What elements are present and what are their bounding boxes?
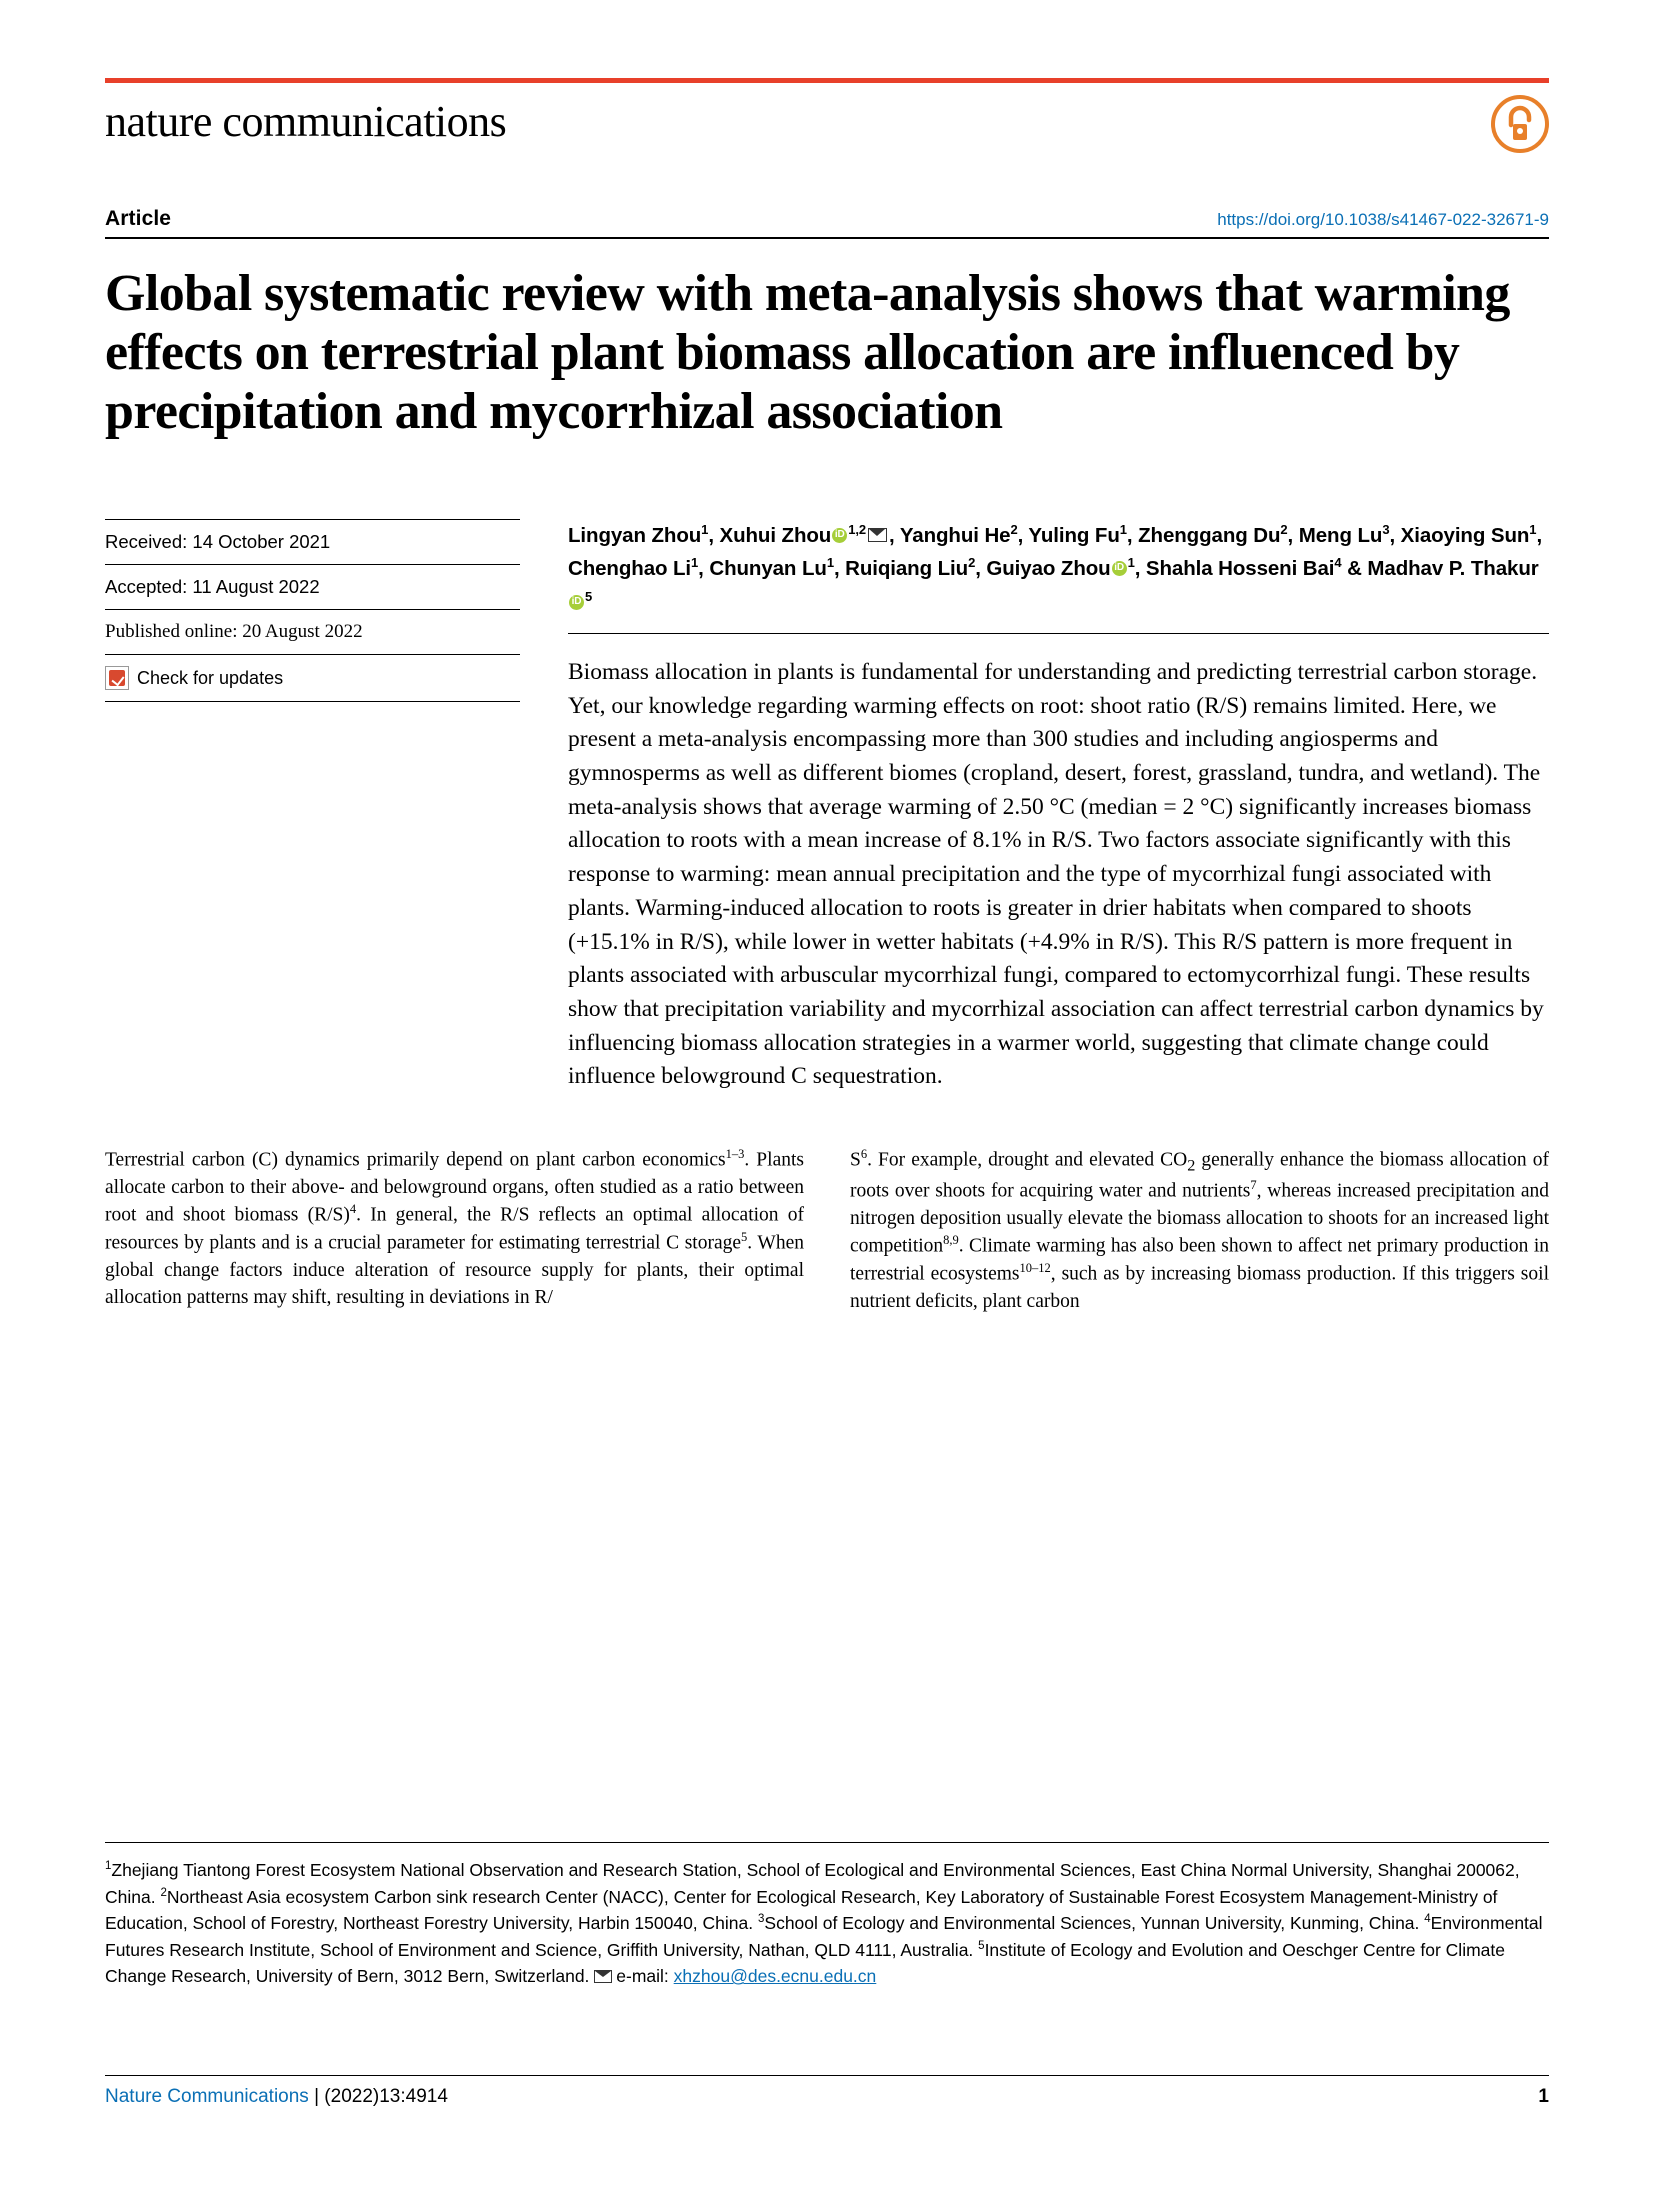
footer-citation: | (2022)13:4914 — [314, 2086, 448, 2107]
article-header — [105, 207, 1549, 239]
author-list: Lingyan Zhou$^1$, Xuhui Zhou iD $^{1,2}$ , Yanghui He$^2$, Yuling Fu$^1$, Zhenggang Du$^2$, Meng Lu$^3$, Xiaoying Sun$^1$, Chenghao Li$^1$, Chunyan Lu$^1$, Ruiqiang Liu$^2$, Guiyao Zhou iD $^1$, Shahla Hosseni Bai$^4$ & Madhav P. ThakuriD$^5$ — [568, 519, 1549, 634]
page-footer — [105, 2075, 1549, 2108]
journal-title: nature communications — [105, 97, 507, 146]
footer-divider — [105, 2075, 1549, 2076]
meta-authors-row — [105, 519, 1549, 1094]
page-title: Global systematic review with meta-analysis shows that warming effects on terrestrial plant biomass allocation are influenced by precipitation and mycorrhizal association — [105, 265, 1510, 440]
published-date: Published online: 20 August 2022 — [105, 610, 520, 655]
footer-journal-name[interactable]: Nature Communications — [105, 2086, 309, 2107]
article-type-label: Article — [105, 207, 172, 230]
affiliations-text: $^1$Zhejiang Tiantong Forest Ecosystem National Observation and Research Station, School of Ecological and Environmental Sciences, East China Normal University, Shanghai 200062, China. $^2$Northeast Asia ecosystem Carbon sink research Center (NACC), Center for Ecological Research, Key Laboratory of Sustainable Forest Ecosystem Management-Ministry of Education, School of Forestry, Northeast Forestry University, Harbin 150040, China. $^3$School of Ecology and Environmental Sciences, Yunnan University, Kunming, China. $^4$Environmental Futures Research Institute, School of Environment and Science, Griffith University, Nathan, QLD 4111, Australia. $^5$Institute of Ecology and Evolution and Oeschger Centre for Climate Change Research, University of Bern, 3012 Bern, Switzerland. e-mail: xhzhou@des.ecnu.edu.cn — [105, 1860, 1543, 1987]
doi-link[interactable]: https://doi.org/10.1038/s41467-022-32671-9 — [1217, 210, 1549, 229]
accepted-date: Accepted: 11 August 2022 — [105, 565, 520, 610]
masthead — [105, 99, 1549, 153]
body-columns — [105, 1146, 1549, 1315]
check-for-updates[interactable] — [105, 655, 520, 702]
affiliations-section — [105, 1842, 1549, 1990]
orcid-icon[interactable] — [832, 528, 847, 543]
email-icon[interactable] — [868, 528, 887, 542]
abstract-text: Biomass allocation in plants is fundamental for understanding and predicting terrestrial carbon storage. Yet, our knowledge regarding warming effects on root: shoot ratio (R/S) remains limited. Here, we present a meta-analysis encompassing more than 300 studies and including angiosperms and gymnosperms as well as different biomes (cropland, desert, forest, grassland, tundra, and wetland). The meta-analysis shows that average warming of 2.50 °C (median = 2 °C) significantly increases biomass allocation to roots with a mean increase of 8.1% in R/S. Two factors associate significantly with this response to warming: mean annual precipitation and the type of mycorrhizal fungi associated with plants. Warming-induced allocation to roots is greater in drier habitats when compared to shoots (+15.1% in R/S), while lower in wetter habitats (+4.9% in R/S). This R/S pattern is more frequent in plants associated with arbuscular mycorrhizal fungi, compared to ectomycorrhizal fungi. These results show that precipitation variability and mycorrhizal association can affect terrestrial carbon dynamics by influencing biomass allocation strategies in a warmer world, suggesting that climate change could influence belowground C sequestration. — [568, 658, 1544, 1090]
page-number: 1 — [1538, 2086, 1549, 2107]
orcid-icon[interactable] — [569, 595, 584, 610]
email-icon — [594, 1970, 612, 1983]
publication-dates — [105, 519, 560, 702]
open-access-icon — [1491, 95, 1549, 153]
check-for-updates-label: Check for updates — [137, 667, 284, 688]
affiliations-divider — [105, 1842, 1549, 1843]
corresponding-email-link[interactable]: xhzhou@des.ecnu.edu.cn — [673, 1966, 877, 1987]
body-column-right: $S^6$. For example, drought and elevated $CO_2$ generally enhance the biomass allocation of roots over shoots for acquiring water and nutrients$^7$, whereas increased precipitation and nitrogen deposition usually elevate the biomass allocation to shoots for an increased light competition$^{8,9}$. Climate warming has also been shown to affect net primary production in terrestrial ecosystems$^{10-12}$, such as by increasing biomass production. If this triggers soil nutrient deficits, plant carbon — [850, 1147, 1549, 1313]
authors-abstract — [560, 519, 1549, 1094]
received-date: Received: 14 October 2021 — [105, 519, 520, 565]
body-column-left: Terrestrial carbon (C) dynamics primarily depend on plant carbon economics$^{1-3}$. Plants allocate carbon to their above- and belowground organs, often studied as a ratio between root and shoot biomass $(R/S)^4$. In general, the R/S reflects an optimal allocation of resources by plants and is a crucial parameter for estimating terrestrial C storage$^5$. When global change factors induce alteration of resource supply for plants, their optimal allocation patterns may shift, resulting in deviations in R/ — [105, 1147, 804, 1309]
brand-rule — [105, 78, 1549, 83]
crossmark-icon — [105, 666, 129, 690]
orcid-icon[interactable] — [1112, 561, 1127, 576]
